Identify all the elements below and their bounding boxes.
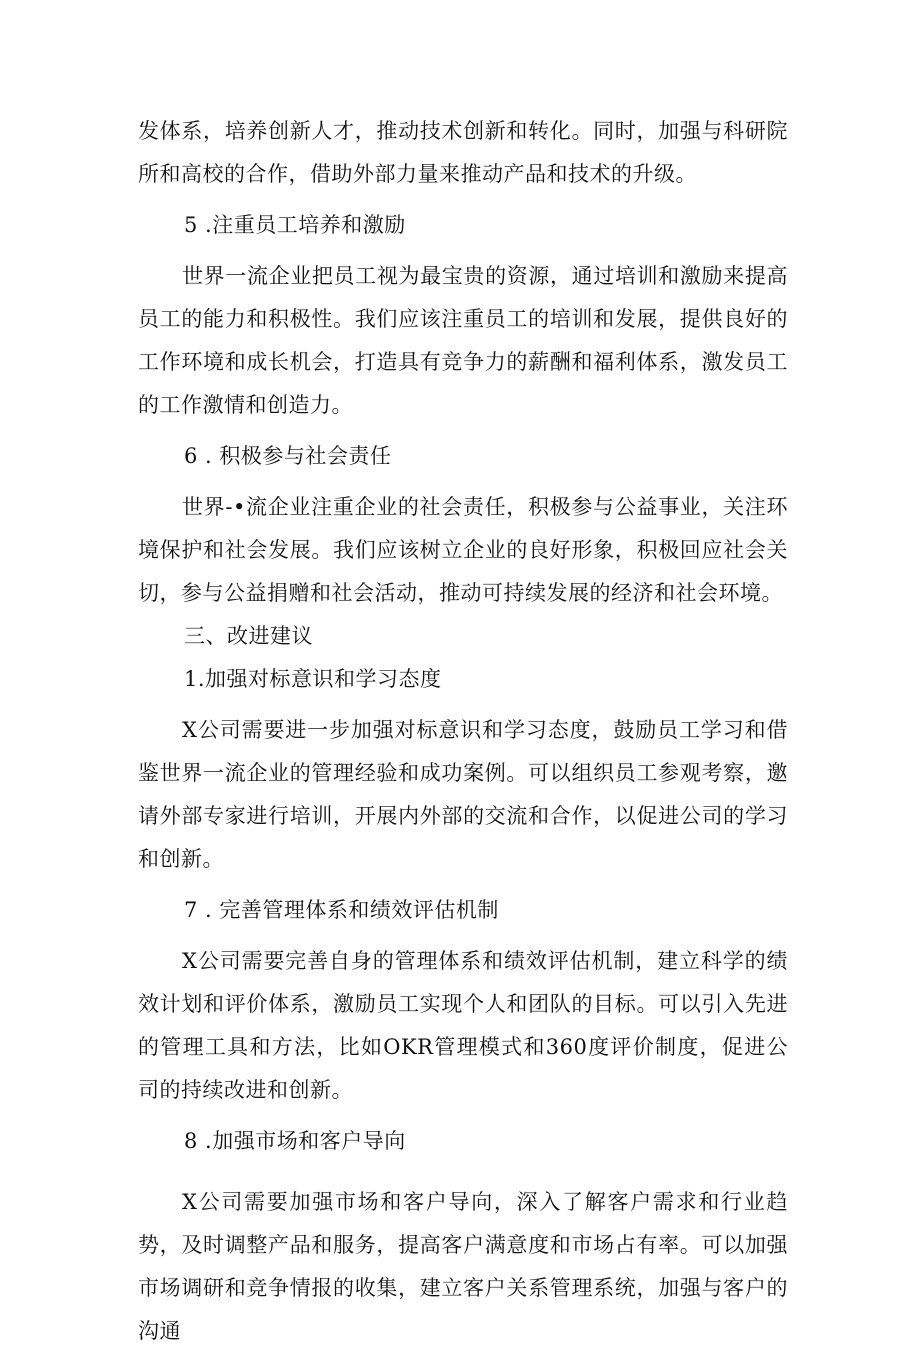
- heading-market-orientation: 8 .加强市场和客户导向: [184, 1129, 406, 1153]
- paragraph-market-orientation: X公司需要加强市场和客户导向，深入了解客户需求和行业趋势，及时调整产品和服务，提高客户满意度和市场占有率。可以加强市场调研和竞争情报的收集，建立客户关系管理系统，加强与客户的沟通: [138, 1190, 788, 1343]
- heading-improvement-suggestions: 三、改进建议: [184, 624, 313, 648]
- heading-employee-training: 5 .注重员工培养和激励: [184, 213, 406, 237]
- paragraph-benchmarking: X公司需要进一步加强对标意识和学习态度，鼓励员工学习和借鉴世界一流企业的管理经验和成功案例。可以组织员工参观考察，邀请外部专家进行培训，开展内外部的交流和合作，以促进公司的学习和创新。: [138, 718, 788, 871]
- heading-social-responsibility: 6 . 积极参与社会责任: [184, 444, 392, 468]
- document-body: [138, 110, 788, 1353]
- paragraph-employee-training: 世界一流企业把员工视为最宝贵的资源，通过培训和激励来提高员工的能力和积极性。我们应该注重员工的培训和发展，提供良好的工作环境和成长机会，打造具有竞争力的薪酬和福利体系，激发员工的工作激情和创造力。: [138, 264, 788, 417]
- paragraph-rd-system: 发体系，培养创新人才，推动技术创新和转化。同时，加强与科研院所和高校的合作，借助外部力量来推动产品和技术的升级。: [138, 119, 788, 186]
- heading-benchmarking: 1.加强对标意识和学习态度: [184, 667, 442, 691]
- heading-management-system: 7 . 完善管理体系和绩效评估机制: [184, 898, 499, 922]
- paragraph-management-system: X公司需要完善自身的管理体系和绩效评估机制，建立科学的绩效计划和评价体系，激励员工实现个人和团队的目标。可以引入先进的管理工具和方法，比如OKR管理模式和360度评价制度，促进公司的持续改进和创新。: [138, 949, 788, 1102]
- paragraph-social-responsibility: 世界-•流企业注重企业的社会责任，积极参与公益事业，关注环境保护和社会发展。我们应该树立企业的良好形象，积极回应社会关切，参与公益捐赠和社会活动，推动可持续发展的经济和社会环境。: [138, 495, 788, 605]
